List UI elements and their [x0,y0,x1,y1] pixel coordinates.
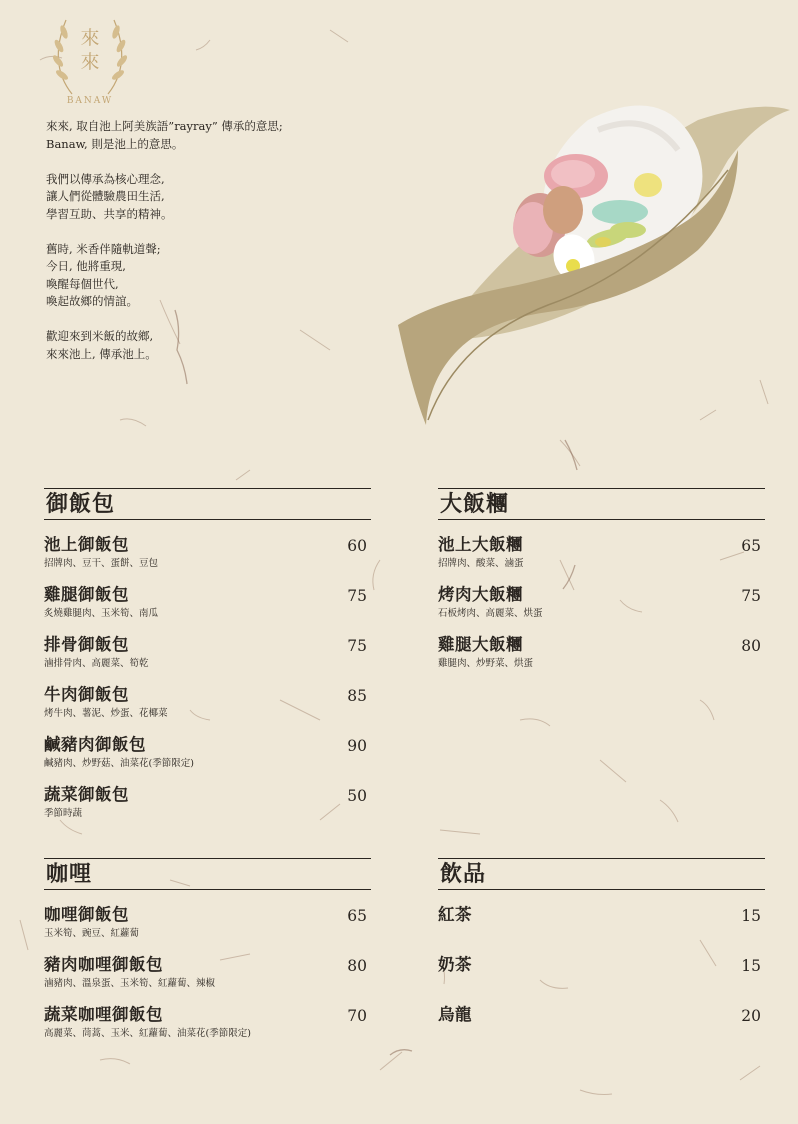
rice-ball-bento-illustration [398,90,793,425]
item-price: 60 [347,537,367,555]
item-name: 咖哩御飯包 [44,905,129,924]
menu-section-rice-ball [44,488,371,834]
menu-item [44,584,371,634]
menu-item [438,954,765,1004]
item-description: 招牌肉、豆干、蛋餅、豆包 [44,558,159,569]
item-description: 滷豬肉、溫泉蛋、玉米筍、紅蘿蔔、辣椒 [44,978,216,989]
item-name: 雞腿大飯糰 [438,635,523,654]
item-description: 滷排骨肉、高麗菜、筍乾 [44,658,149,669]
item-name: 奶茶 [438,955,472,974]
section-title: 御飯包 [44,488,371,520]
menu-item [44,634,371,684]
menu-item [44,954,371,1004]
item-price: 15 [741,957,761,975]
logo-wordmark: BANAW [66,96,114,106]
item-name: 池上大飯糰 [438,535,523,554]
item-description: 高麗菜、茼蒿、玉米、紅蘿蔔、油菜花(季節限定) [44,1028,251,1039]
item-name: 蔬菜咖哩御飯包 [44,1005,163,1024]
item-name: 蔬菜御飯包 [44,785,129,804]
item-name: 牛肉御飯包 [44,685,129,704]
item-name: 豬肉咖哩御飯包 [44,955,163,974]
item-name: 紅茶 [438,905,472,924]
menu-item [438,534,765,584]
item-price: 15 [741,907,761,925]
item-price: 80 [347,957,367,975]
menu-item [44,904,371,954]
logo-characters [78,26,102,74]
item-price: 65 [741,537,761,555]
intro-paragraph: 來來, 取自池上阿美族語”rayray” 傳承的意思; Banaw, 則是池上的意思。 [46,119,283,151]
item-description: 玉米筍、豌豆、紅蘿蔔 [44,928,140,939]
menu-section-rice-roll [438,488,765,684]
section-title: 咖哩 [44,858,371,890]
item-price: 75 [347,587,367,605]
intro-paragraph: 舊時, 米香伴隨軌道聲; 今日, 他將重現, 喚醒每個世代, 喚起故鄉的情誼。 [46,241,161,308]
item-price: 75 [347,637,367,655]
intro-paragraph: 歡迎來到米飯的故鄉, 來來池上, 傳承池上。 [46,329,157,361]
item-price: 70 [347,1007,367,1025]
item-name: 烤肉大飯糰 [438,585,523,604]
menu-item [438,1004,765,1054]
item-name: 排骨御飯包 [44,635,129,654]
menu-item [44,734,371,784]
item-name: 雞腿御飯包 [44,585,129,604]
menu-item [44,784,371,834]
item-price: 85 [347,687,367,705]
item-description: 炙燒雞腿肉、玉米筍、南瓜 [44,608,159,619]
intro-text [46,118,346,381]
section-title: 大飯糰 [438,488,765,520]
item-price: 80 [741,637,761,655]
item-name: 池上御飯包 [44,535,129,554]
item-price: 20 [741,1007,761,1025]
item-name: 烏龍 [438,1005,472,1024]
menu-item [438,904,765,954]
item-price: 65 [347,907,367,925]
item-name: 鹹豬肉御飯包 [44,735,146,754]
menu-section-curry [44,858,371,1054]
intro-paragraph: 我們以傳承為核心理念, 讓人們從體驗農田生活, 學習互助、共享的精神。 [46,171,173,221]
section-title: 飲品 [438,858,765,890]
item-price: 90 [347,737,367,755]
item-description: 烤牛肉、薯泥、炒蛋、花椰菜 [44,708,168,719]
menu-item [438,584,765,634]
item-price: 75 [741,587,761,605]
logo-char: 來 [80,51,100,73]
item-price: 50 [347,787,367,805]
menu-item [438,634,765,684]
logo-char: 來 [80,27,100,49]
item-description: 石板烤肉、高麗菜、烘蛋 [438,608,543,619]
menu-item [44,534,371,584]
item-description: 招牌肉、酸菜、滷蛋 [438,558,524,569]
menu-item [44,684,371,734]
menu-section-drinks [438,858,765,1054]
item-description: 鹹豬肉、炒野菇、油菜花(季節限定) [44,758,194,769]
item-description: 季節時蔬 [44,808,83,819]
menu-item [44,1004,371,1054]
brand-logo [38,18,142,110]
item-description: 雞腿肉、炒野菜、烘蛋 [438,658,534,669]
